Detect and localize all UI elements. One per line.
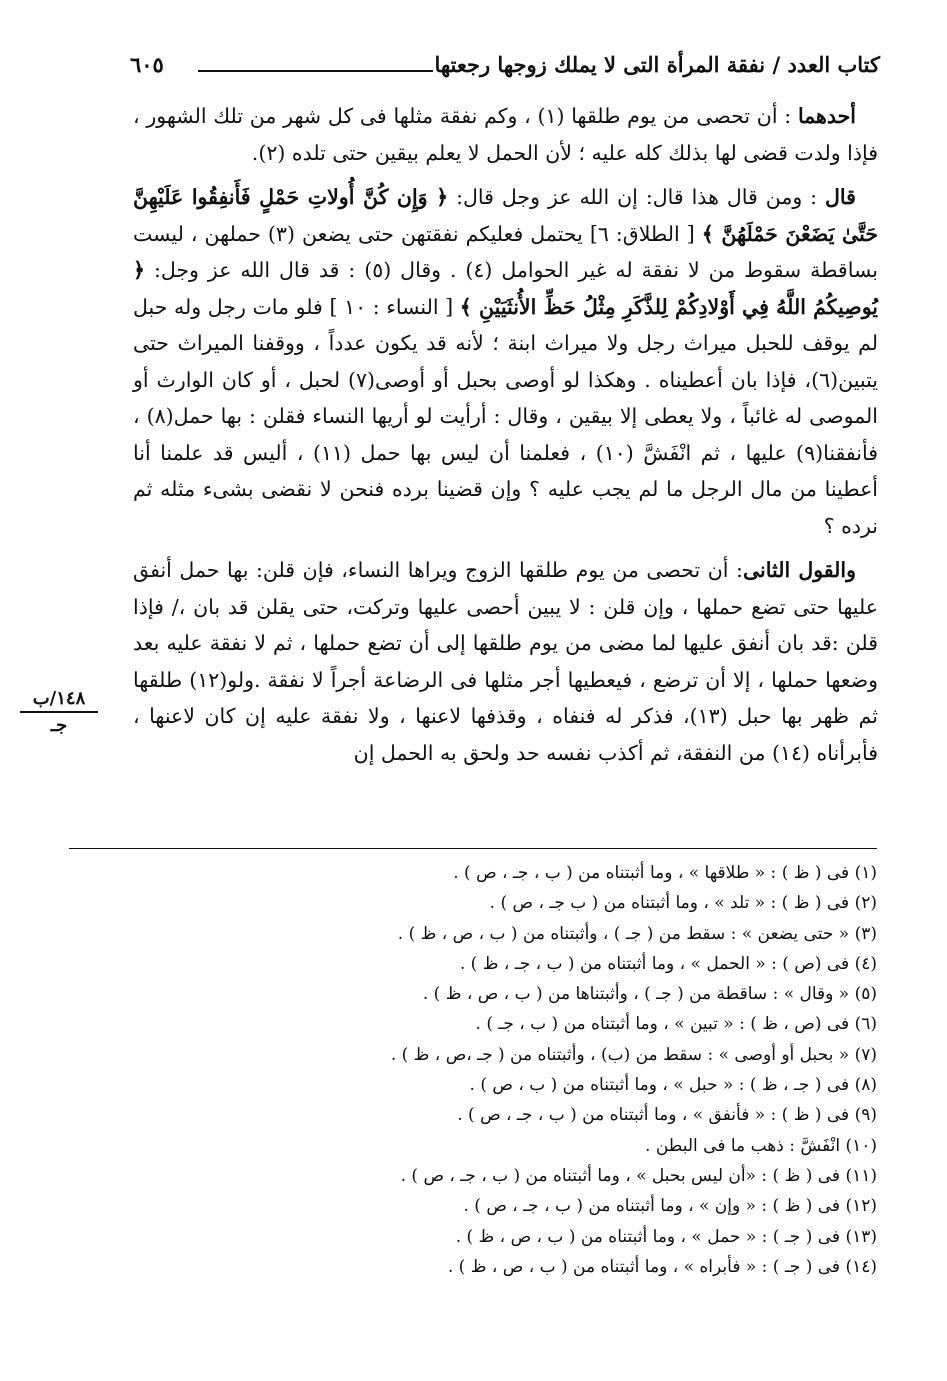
footnote: (١٢) فى ( ظ ) : « وإن » ، وما أثبتناه من ( ب ، جـ ، ص ) . <box>463 1196 877 1217</box>
paragraph-2 <box>133 179 878 544</box>
manuscript-folio-note <box>20 688 98 736</box>
paragraph-text: [ النساء : ١٠ ] فلو مات رجل وله حبل لم يوقف للحبل ميراث رجل ولا ميراث ابنة ؛ لأنه قد يكون عدداً ، ووقفنا الميراث حتى يتبين(٦)، فإذا بان أعطيناه . وهكذا لو أوصى بحبل أو أوصى(٧) لحبل ، أو كان الوارث أو الموصى له غائباً ، ولا يعطى إلا بيقين ، وقال : أرأيت لو أريها النساء فقلن : بها حمل(٨) ، فأنفقنا(٩) عليها ، ثم انْفَشَّ (١٠) ، فعلمنا أن ليس بها حمل (١١) ، أليس قد علمنا أنا أعطينا من مال الرجل ما لم يجب عليه ؟ وإن قضينا برده فنحن لا نقضى بشىء مثله ثم نرده ؟ <box>133 294 878 538</box>
folio-number: ١٤٨/ب <box>20 688 98 713</box>
paragraph-lead: قال <box>825 185 856 209</box>
footnote: (٥) « وقال » : ساقطة من ( جـ ) ، وأثبتناها من ( ب ، ص ، ظ ) . <box>422 984 877 1005</box>
footnote: (٤) فى (ص ) : « الحمل » ، وما أثبتناه من ( ب ، جـ ، ظ ) . <box>459 953 877 974</box>
footnote: (١١) فى ( ظ ) : «أن ليس بحبل » ، وما أثبتناه من ( ب ، جـ ، ص ) . <box>400 1165 877 1186</box>
footnotes <box>69 858 877 1282</box>
paragraph-3 <box>133 552 878 771</box>
main-text <box>133 98 878 779</box>
running-title: كتاب العدد / نفقة المرأة التى لا يملك زوجها رجعتها <box>434 52 880 77</box>
footnote: (٣) « حتى يضعن » : سقط من ( جـ ) ، وأثبتناه من ( ب ، ص ، ظ ) . <box>397 923 877 944</box>
quran-quote: ﴿ يُوصِيكُمُ اللَّهُ فِي أَوْلادِكُمْ لِلذَّكَرِ مِثْلُ حَظِّ الأُنثَيَيْنِ ﴾ <box>133 258 878 319</box>
footnote: (٧) « بحبل أو أوصى » : سقط من (ب) ، وأثبتناه من ( جـ ،ص ، ظ ) . <box>390 1044 877 1065</box>
paragraph-text: [ الطلاق: ٦] يحتمل فعليكم نفقتهن حتى يضعن (٣) حملهن ، ليست بساقطة سقوط من لا نفقة له غير الحوامل (٤) . وقال (٥) : قد قال الله عز وجل: <box>133 221 878 282</box>
footnote: (٩) فى ( ظ ) : « فأنفق » ، وما أثبتناه من ( ب ، جـ ، ص ) . <box>457 1105 877 1126</box>
paragraph-lead: والقول الثانى <box>742 558 857 582</box>
quran-quote: ﴿ وَإِن كُنَّ أُولاتِ حَمْلٍ فَأَنفِقُوا عَلَيْهِنَّ حَتَّىٰ يَضَعْنَ حَمْلَهُنَّ ﴾ <box>133 185 878 246</box>
footnote: (١٣) فى ( جـ ) : « حمل » ، وما أثبتناه من ( ب ، ص ، ظ ) . <box>455 1226 877 1247</box>
page-header <box>130 48 880 88</box>
page-number: ٦٠٥ <box>130 52 164 77</box>
footnote: (١) فى ( ظ ) : « طلاقها » ، وما أثبتناه من ( ب ، جـ ، ص ) . <box>453 863 877 883</box>
paragraph-text: : أن تحصى من يوم طلقها (١) ، وكم نفقة مثلها فى كل شهر من تلك الشهور ، فإذا ولدت قضى لها بذلك كله عليه ؛ لأن الحمل لا يعلم بيقين حتى تلده (٢). <box>133 104 878 165</box>
footnote: (١٠) انْفَشَّ : ذهب ما فى البطن . <box>645 1135 877 1156</box>
paragraph-text: : ومن قال هذا قال: إن الله عز وجل قال: <box>448 185 826 209</box>
footnote-divider <box>69 848 877 849</box>
footnote: (٢) فى ( ظ ) : « تلد » ، وما أثبتناه من ( ب جـ ، ص ) . <box>489 893 877 914</box>
footnote: (٨) فى ( جـ ، ظ ) : « حبل » ، وما أثبتناه من ( ب ، ص ) . <box>469 1075 877 1096</box>
paragraph-lead: أحدهما <box>797 104 856 128</box>
paragraph-1 <box>133 98 878 171</box>
footnote: (١٤) فى ( جـ ) : « فأبراه » ، وما أثبتناه من ( ب ، ص ، ظ ) . <box>447 1256 877 1277</box>
header-rule <box>198 70 433 72</box>
manuscript-siglum: جـ <box>50 715 68 736</box>
footnote: (٦) فى (ص ، ظ ) : « تبين » ، وما أثبتناه من ( ب ، جـ ) . <box>475 1014 877 1035</box>
paragraph-text: : أن تحصى من يوم طلقها الزوج ويراها النساء، فإن قلن: بها حمل أنفق عليها حتى تضع حملها ، وإن قلن : لا يبين أحصى عليها وتركت، حتى يقلن قد بان ،/ فإذا قلن :قد بان أنفق عليها لما مضى من يوم طلقها إلى أن تضع حملها ، ثم لا نفقة عليه بعد وضعها حملها ، إلا أن ترضع ، فيعطيها أجر مثلها فى الرضاعة أجراً لا نفقة .ولو(١٢) طلقها ثم ظهر بها حبل (١٣)، فذكر له فنفاه ، وقذفها لاعنها ، ولا نفقة عليه إن كان لاعنها ، فأبرأناه (١٤) من النفقة، ثم أكذب نفسه حد ولحق به الحمل إن <box>133 558 879 765</box>
